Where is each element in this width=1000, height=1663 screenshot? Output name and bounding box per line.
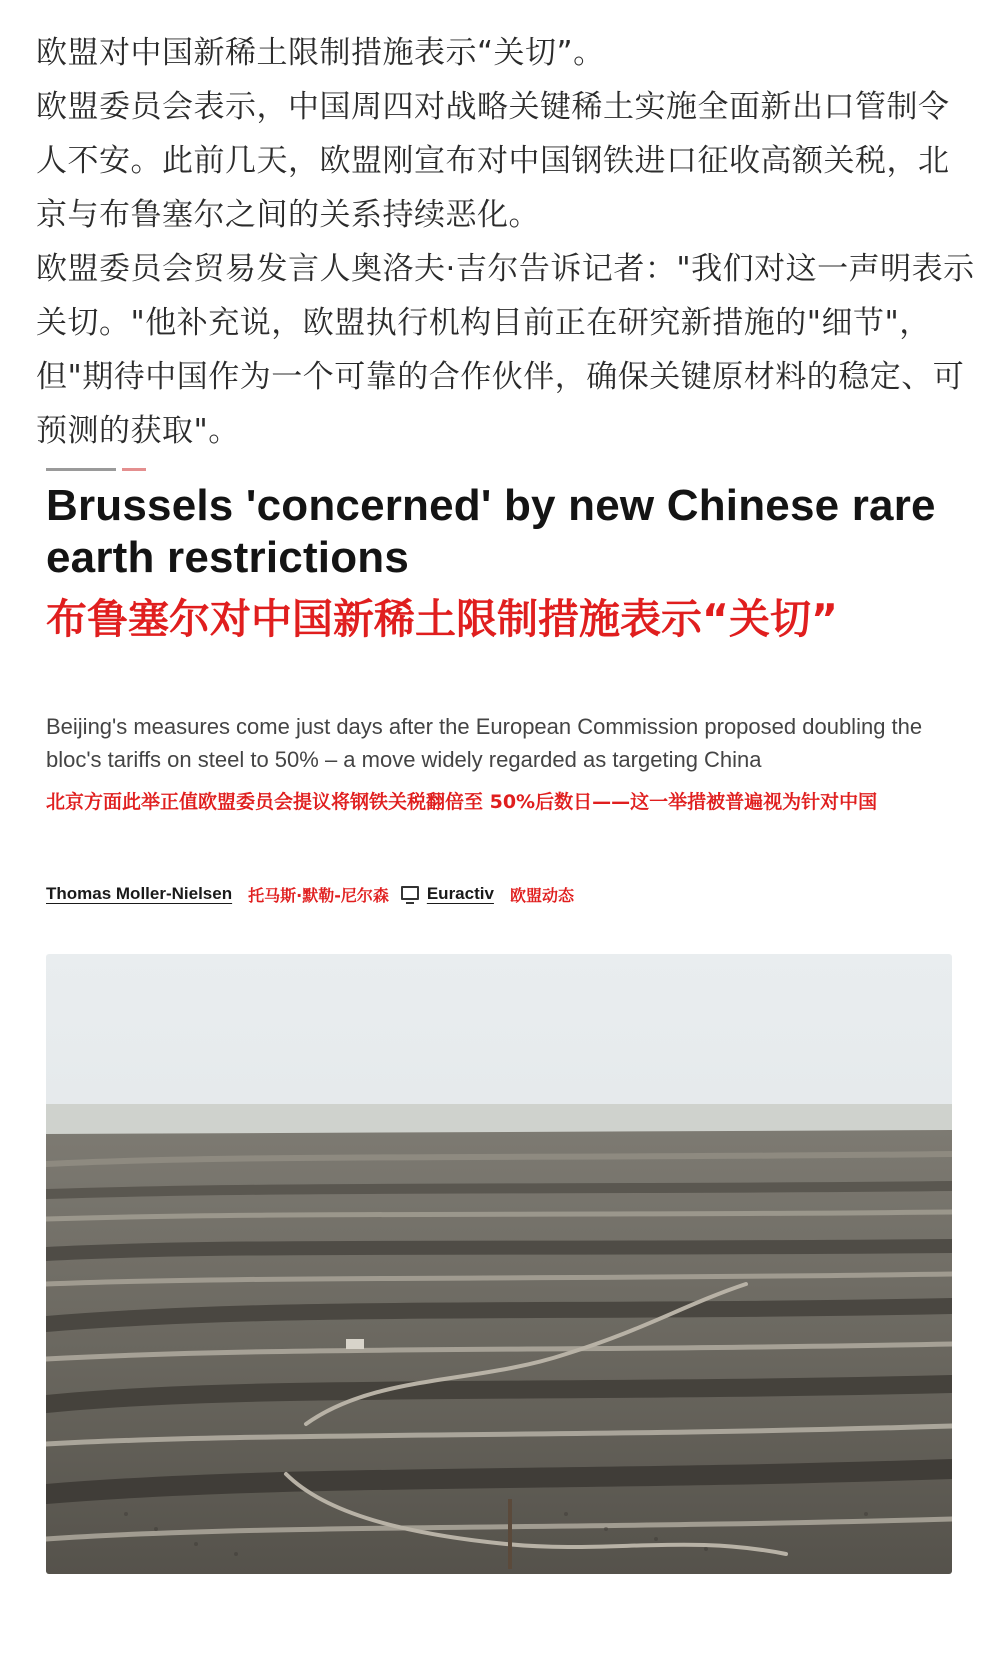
article-screenshot	[46, 480, 966, 1620]
author-link[interactable]: Thomas Moller-Nielsen	[46, 884, 233, 903]
intro-paragraph: 欧盟委员会贸易发言人奥洛夫·吉尔告诉记者："我们对这一声明表示关切。"他补充说，欧盟执行机构目前正在研究新措施的"细节"，但"期待中国作为一个可靠的合作伙伴，确保关键原材料的稳定、可预测的获取"。	[36, 251, 975, 449]
source-link[interactable]: Euractiv	[426, 884, 494, 903]
intro-text	[36, 26, 976, 458]
source-translation: 欧盟动态	[509, 885, 574, 905]
byline	[46, 880, 574, 908]
article-photo	[46, 954, 952, 1574]
monitor-icon	[401, 886, 419, 900]
article-headline-translation: 布鲁塞尔对中国新稀土限制措施表示“关切”	[46, 595, 838, 643]
article-kicker	[46, 466, 186, 472]
article-headline: Brussels 'concerned' by new Chinese rare earth restrictions	[46, 481, 936, 582]
intro-paragraph: 欧盟对中国新稀土限制措施表示“关切”。	[36, 35, 605, 71]
intro-paragraph: 欧盟委员会表示，中国周四对战略关键稀土实施全面新出口管制令人不安。此前几天，欧盟刚宣布对中国钢铁进口征收高额关税，北京与布鲁塞尔之间的关系持续恶化。	[36, 89, 950, 233]
article-subheadline-translation: 北京方面此举正值欧盟委员会提议将钢铁关税翻倍至 50%后数日——这一举措被普遍视为针对中国	[46, 791, 878, 813]
article-subheadline: Beijing's measures come just days after the European Commission proposed doubling the bloc's tariffs on steel to 50% – a move widely regarded as targeting China	[46, 714, 923, 772]
author-translation: 托马斯·默勒-尼尔森	[248, 885, 389, 905]
